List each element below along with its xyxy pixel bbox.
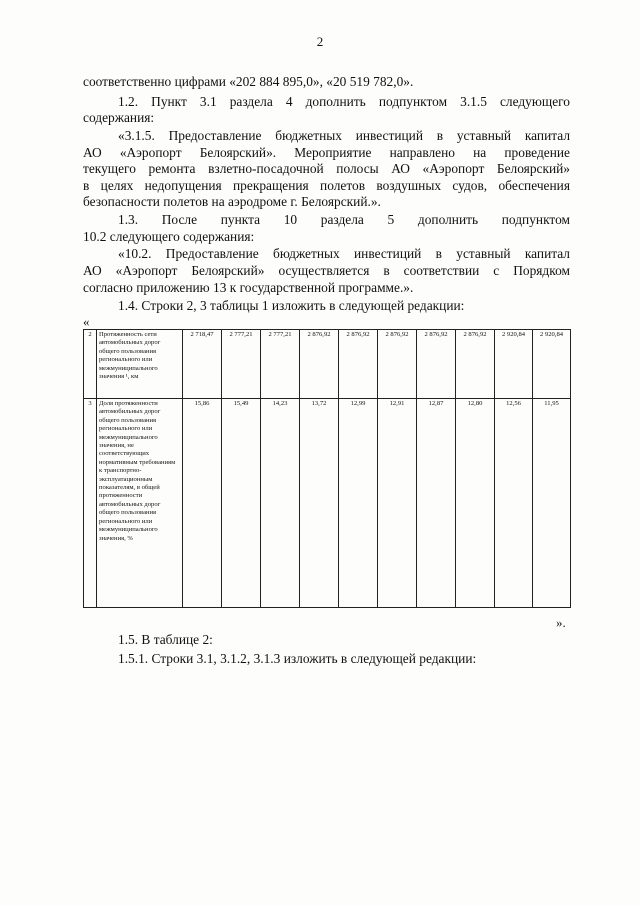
value-cell: 13,72: [300, 399, 339, 608]
value-cell: 11,95: [533, 399, 571, 608]
value-cell: 15,49: [222, 399, 261, 608]
paragraph-continuation: соответственно цифрами «202 884 895,0», «20 519 782,0».: [83, 74, 414, 89]
value-cell: 12,91: [378, 399, 417, 608]
value-cell: 12,99: [339, 399, 378, 608]
table-close-quote: ».: [556, 615, 566, 630]
row-label: Доля протяженности автомобильных дорог общего пользования регионального или межмуниципального значения, не соответствующих нормативным требованиям к транспортно-эксплуатационным показателям, в общей протяженности автомобильных дорог общего пользования регионального или межмуниципального значения, %: [97, 399, 183, 608]
item-1-4: 1.4. Строки 2, 3 таблицы 1 изложить в следующей редакции:: [118, 298, 465, 313]
value-cell: 12,56: [495, 399, 533, 608]
quote-3-1-5-line-3: текущего ремонта взлетно-посадочной полосы АО «Аэропорт Белоярский»: [83, 161, 570, 176]
value-cell: 2 777,21: [261, 330, 300, 399]
value-cell: 2 876,92: [339, 330, 378, 399]
quote-10-2-line-1: «10.2. Предоставление бюджетных инвестиций в уставный капитал: [118, 246, 570, 261]
value-cell: 12,80: [456, 399, 495, 608]
value-cell: 14,23: [261, 399, 300, 608]
value-cell: 2 718,47: [183, 330, 222, 399]
table-row: [84, 399, 571, 608]
value-cell: 2 777,21: [222, 330, 261, 399]
item-1-3-line-2: 10.2 следующего содержания:: [83, 229, 255, 244]
item-1-3-line-1: 1.3. После пункта 10 раздела 5 дополнить подпунктом: [118, 212, 570, 227]
row-number: 3: [84, 399, 97, 608]
value-cell: 2 876,92: [300, 330, 339, 399]
value-cell: 12,87: [417, 399, 456, 608]
row-label: Протяженность сети автомобильных дорог общего пользования регионального или межмуниципального значения ¹, км: [97, 330, 183, 399]
page-number: 2: [316, 34, 324, 49]
value-cell: 2 920,84: [495, 330, 533, 399]
value-cell: 2 920,84: [533, 330, 571, 399]
item-1-5: 1.5. В таблице 2:: [118, 632, 213, 647]
quote-10-2-line-3: согласно приложению 13 к государственной программе.».: [83, 280, 414, 295]
quote-10-2-line-2: АО «Аэропорт Белоярский» осуществляется в соответствии с Порядком: [83, 263, 570, 278]
row-number: 2: [84, 330, 97, 399]
item-1-2-line-2: содержания:: [83, 110, 155, 125]
quote-3-1-5-line-4: в целях недопущения прекращения полетов воздушных судов, обеспечения: [83, 178, 570, 193]
table-open-quote: «: [83, 314, 90, 329]
item-1-2-line-1: 1.2. Пункт 3.1 раздела 4 дополнить подпунктом 3.1.5 следующего: [118, 94, 570, 109]
value-cell: 15,86: [183, 399, 222, 608]
quote-3-1-5-line-5: безопасности полетов на аэродроме г. Белоярский.».: [83, 194, 381, 209]
value-cell: 2 876,92: [456, 330, 495, 399]
table-row: [84, 330, 571, 399]
quote-3-1-5-line-2: АО «Аэропорт Белоярский». Мероприятие направлено на проведение: [83, 145, 570, 160]
item-1-5-1: 1.5.1. Строки 3.1, 3.1.2, 3.1.3 изложить в следующей редакции:: [118, 651, 477, 666]
indicators-table: [83, 329, 571, 608]
value-cell: 2 876,92: [417, 330, 456, 399]
value-cell: 2 876,92: [378, 330, 417, 399]
quote-3-1-5-line-1: «3.1.5. Предоставление бюджетных инвестиций в уставный капитал: [118, 128, 570, 143]
